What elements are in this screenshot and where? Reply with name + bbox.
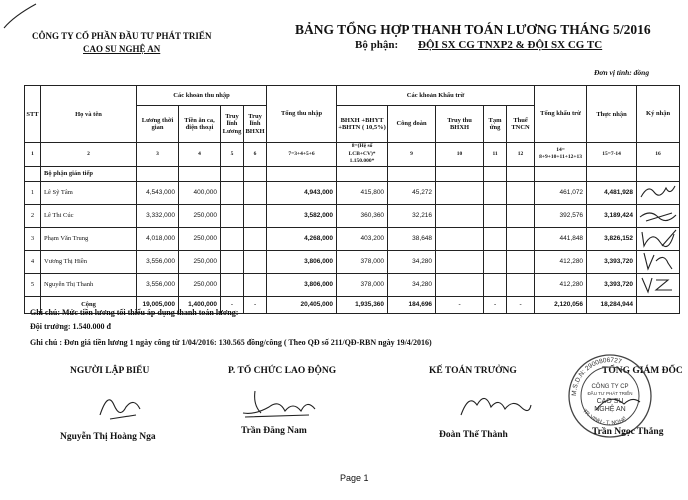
header-c3: Lương thời gian xyxy=(137,106,179,143)
index-cell: 2 xyxy=(41,143,137,167)
index-cell: 5 xyxy=(221,143,244,167)
row-total-income: 3,806,000 xyxy=(267,273,337,296)
signer-name-4: Trần Ngọc Thắng xyxy=(592,427,664,437)
total-c6: - xyxy=(244,296,267,313)
row-total-deduct: 461,072 xyxy=(535,181,587,204)
svg-text:NGHỆ AN: NGHỆ AN xyxy=(594,406,626,413)
row-salary: 3,556,000 xyxy=(137,273,179,296)
svg-text:CAO SU: CAO SU xyxy=(596,398,624,405)
row-total-deduct: 392,576 xyxy=(535,204,587,227)
header-income-group: Các khoản thu nhập xyxy=(137,86,267,106)
index-cell: 10 xyxy=(436,143,484,167)
row-salary: 4,543,000 xyxy=(137,181,179,204)
signer-name-3: Đoàn Thế Thành xyxy=(439,430,508,440)
row-union: 34,280 xyxy=(388,273,436,296)
row-total-income: 3,582,000 xyxy=(267,204,337,227)
signer-role-1: NGƯỜI LẬP BIỂU xyxy=(70,366,150,376)
row-net: 4,481,928 xyxy=(587,181,637,204)
header-c8: BHXH +BHYT +BHTN ( 10,5%) xyxy=(337,106,388,143)
svg-text:CÔNG TY CP: CÔNG TY CP xyxy=(591,384,629,390)
table-row xyxy=(25,181,680,204)
header-c10: Truy thu BHXH xyxy=(436,106,484,143)
row-union: 45,272 xyxy=(388,181,436,204)
note-2: Đội trưởng: 1.540.000 đ xyxy=(30,322,112,331)
total-salary: 19,005,000 xyxy=(137,296,179,313)
total-label: Cộng xyxy=(41,296,137,313)
signature-icon xyxy=(638,228,678,248)
row-stt: 2 xyxy=(25,204,41,227)
row-net: 3,189,424 xyxy=(587,204,637,227)
row-union: 38,648 xyxy=(388,227,436,250)
row-stt: 5 xyxy=(25,273,41,296)
table-row xyxy=(25,250,680,273)
row-total-income: 4,943,000 xyxy=(267,181,337,204)
total-deduct: 2,120,056 xyxy=(535,296,587,313)
index-cell: 11 xyxy=(484,143,507,167)
signer-role-4: TỔNG GIÁM ĐỐC xyxy=(602,366,683,376)
row-salary: 3,332,000 xyxy=(137,204,179,227)
header-net: Thực nhận xyxy=(587,86,637,143)
total-c12: - xyxy=(507,296,535,313)
row-net: 3,393,720 xyxy=(587,273,637,296)
dept-value: ĐỘI SX CG TNXP2 & ĐỘI SX CG TC xyxy=(418,39,603,51)
total-union: 184,696 xyxy=(388,296,436,313)
index-cell: 3 xyxy=(137,143,179,167)
signature-icon xyxy=(638,251,678,271)
row-meal: 250,000 xyxy=(179,273,221,296)
row-net: 3,826,152 xyxy=(587,227,637,250)
header-c11: Tạm ứng xyxy=(484,106,507,143)
index-cell: 15=7-14 xyxy=(587,143,637,167)
row-total-deduct: 412,280 xyxy=(535,250,587,273)
page-number: Page 1 xyxy=(340,473,369,483)
total-meal: 1,400,000 xyxy=(179,296,221,313)
signer-name-1: Nguyễn Thị Hoàng Nga xyxy=(60,432,156,442)
table-row xyxy=(25,204,680,227)
company-subname: CAO SU NGHỆ AN xyxy=(83,44,161,54)
index-cell: 12 xyxy=(507,143,535,167)
unit-note: Đơn vị tính: đồng xyxy=(594,68,650,77)
total-c5: - xyxy=(221,296,244,313)
row-name: Lê Thi Cúc xyxy=(41,204,137,227)
row-union: 34,280 xyxy=(388,250,436,273)
row-total-deduct: 412,280 xyxy=(535,273,587,296)
svg-text:TP. VINH - T. NGHỆ: TP. VINH - T. NGHỆ xyxy=(581,408,628,427)
signature-icon xyxy=(235,385,325,423)
row-meal: 250,000 xyxy=(179,204,221,227)
index-cell: 8=(Hệ số LCB+CV)* 1.150.000* xyxy=(337,143,388,167)
row-signature xyxy=(637,227,680,250)
header-c4: Tiền ăn ca, điện thoại xyxy=(179,106,221,143)
header-sign: Ký nhận xyxy=(637,86,680,143)
header-c5: Truy lĩnh Lương xyxy=(221,106,244,143)
signature-icon xyxy=(90,385,150,423)
row-name: Nguyễn Thị Thanh xyxy=(41,273,137,296)
row-signature xyxy=(637,273,680,296)
header-stt: STT xyxy=(25,86,41,143)
header-c12: Thuế TNCN xyxy=(507,106,535,143)
row-signature xyxy=(637,204,680,227)
row-insurance: 378,000 xyxy=(337,273,388,296)
index-cell: 1 xyxy=(25,143,41,167)
total-c11: - xyxy=(484,296,507,313)
row-name: Phạm Văn Trung xyxy=(41,227,137,250)
row-name: Lê Sỹ Tâm xyxy=(41,181,137,204)
row-insurance: 415,800 xyxy=(337,181,388,204)
signer-role-3: KẾ TOÁN TRƯỞNG xyxy=(429,366,517,376)
header-c9: Công đoàn xyxy=(388,106,436,143)
row-meal: 400,000 xyxy=(179,181,221,204)
row-total-income: 3,806,000 xyxy=(267,250,337,273)
row-name: Vương Thị Hiền xyxy=(41,250,137,273)
svg-text:M.S.D.N: 2900806727: M.S.D.N: 2900806727 xyxy=(570,356,623,397)
row-meal: 250,000 xyxy=(179,250,221,273)
dept-label: Bộ phận: xyxy=(355,39,399,51)
svg-text:ĐẦU TƯ PHÁT TRIỂN: ĐẦU TƯ PHÁT TRIỂN xyxy=(587,391,633,396)
row-salary: 4,018,000 xyxy=(137,227,179,250)
page-title: BẢNG TỔNG HỢP THANH TOÁN LƯƠNG THÁNG 5/2016 xyxy=(295,22,651,37)
index-cell: 16 xyxy=(637,143,680,167)
signature-icon xyxy=(455,385,535,421)
signer-role-2: P. TỔ CHỨC LAO ĐỘNG xyxy=(228,366,337,376)
note-1: Ghi chú: Mức tiền lương tối thiểu áp dụng thanh toán lương: xyxy=(30,308,239,317)
index-cell: 14= 8+9+10+11+12+13 xyxy=(535,143,587,167)
table-row xyxy=(25,227,680,250)
row-stt: 3 xyxy=(25,227,41,250)
row-union: 32,216 xyxy=(388,204,436,227)
row-meal: 250,000 xyxy=(179,227,221,250)
row-total-income: 4,268,000 xyxy=(267,227,337,250)
row-insurance: 360,360 xyxy=(337,204,388,227)
row-signature xyxy=(637,250,680,273)
signer-name-2: Trần Đăng Nam xyxy=(241,426,307,436)
header-total-deduct: Tổng khấu trừ xyxy=(535,86,587,143)
total-income: 20,405,000 xyxy=(267,296,337,313)
header-deduction-group: Các khoản Khấu trừ xyxy=(337,86,535,106)
corner-mark-icon xyxy=(0,0,40,30)
row-insurance: 403,200 xyxy=(337,227,388,250)
index-cell: 9 xyxy=(388,143,436,167)
index-cell: 7=3+4+5+6 xyxy=(267,143,337,167)
total-c10: - xyxy=(436,296,484,313)
header-name: Họ và tên xyxy=(41,86,137,143)
signature-icon xyxy=(638,182,678,202)
row-net: 3,393,720 xyxy=(587,250,637,273)
note-3: Ghi chú : Đơn giá tiền lương 1 ngày công từ 1/04/2016: 130.565 đồng/công ( Theo QĐ số 211/QĐ-RBN ngày 19/4/2016) xyxy=(30,338,432,347)
signature-icon xyxy=(638,274,678,294)
row-total-deduct: 441,848 xyxy=(535,227,587,250)
signature-icon xyxy=(638,205,678,225)
total-net: 18,284,944 xyxy=(587,296,637,313)
section-label: Bộ phận gián tiếp xyxy=(41,166,137,181)
company-name: CÔNG TY CỔ PHẦN ĐẦU TƯ PHÁT TRIỂN xyxy=(32,31,212,41)
row-stt: 1 xyxy=(25,181,41,204)
header-total-income: Tổng thu nhập xyxy=(267,86,337,143)
payroll-table xyxy=(24,85,680,314)
table-row xyxy=(25,273,680,296)
header-c6: Truy lĩnh BHXH xyxy=(244,106,267,143)
row-insurance: 378,000 xyxy=(337,250,388,273)
index-cell: 4 xyxy=(179,143,221,167)
row-salary: 3,556,000 xyxy=(137,250,179,273)
row-stt: 4 xyxy=(25,250,41,273)
index-cell: 6 xyxy=(244,143,267,167)
total-insurance: 1,935,360 xyxy=(337,296,388,313)
row-signature xyxy=(637,181,680,204)
